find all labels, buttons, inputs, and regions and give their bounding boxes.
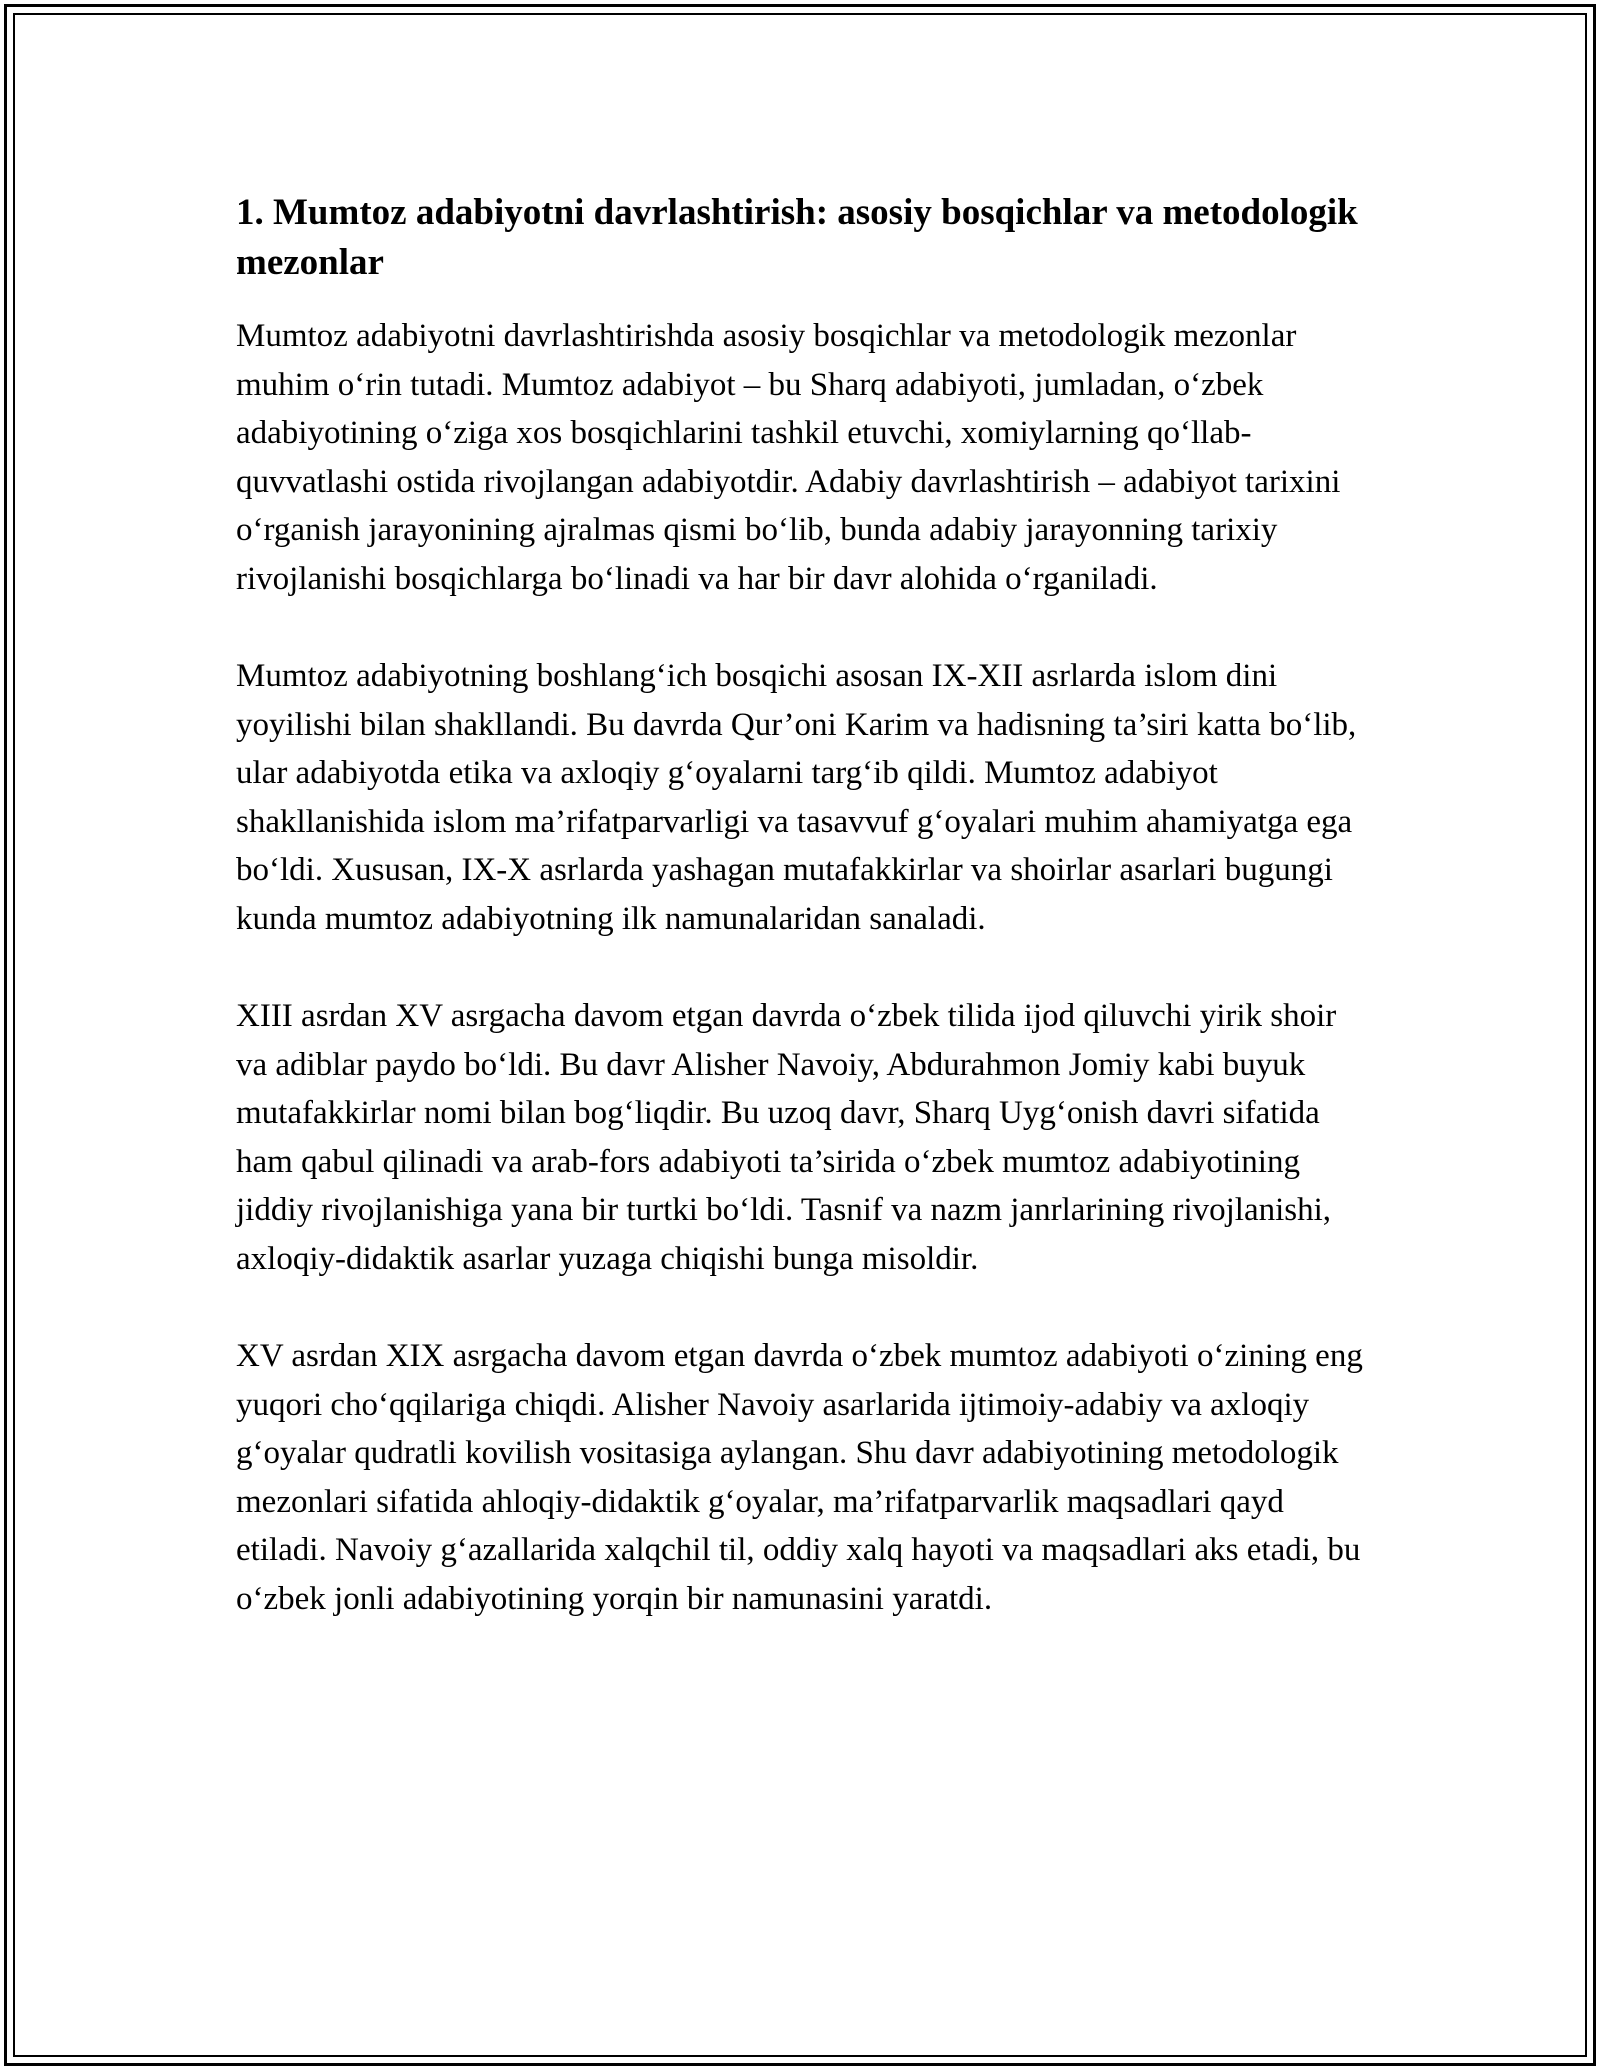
paragraph-xv-xix-period: XV asrdan XIX asrgacha davom etgan davrda o‘zbek mumtoz adabiyoti o‘zining eng yuqori cho‘qqilariga chiqdi. Alisher Navoiy asarlarida ijtimoiy-adabiy va axloqiy g‘oyalar qudratli kovilish vositasiga aylangan. Shu davr adabiyotining metodologik mezonlari sifatida ahloqiy-didaktik g‘oyalar, ma’rifatparvarlik maqsadlari qayd etiladi. Navoiy g‘azallarida xalqchil til, oddiy xalq hayoti va maqsadlari aks etadi, bu o‘zbek jonli adabiyotining yorqin bir namunasini yaratdi. [236, 1338, 1363, 1617]
section-title: 1. Mumtoz adabiyotni davrlashtirish: asosiy bosqichlar va metodologik mezonlar [236, 192, 1358, 283]
paragraph-initial-stage: Mumtoz adabiyotning boshlang‘ich bosqichi asosan IX-XII asrlarda islom dini yoyilishi bilan shakllandi. Bu davrda Qur’oni Karim va hadisning ta’siri katta bo‘lib, ular adabiyotda etika va axloqiy g‘oyalarni targ‘ib qildi. Mumtoz adabiyot shakllanishida islom ma’rifatparvarligi va tasavvuf g‘oyalari muhim ahamiyatga ega bo‘ldi. Xususan, IX-X asrlarda yashagan mutafakkirlar va shoirlar asarlari bugungi kunda mumtoz adabiyotning ilk namunalaridan sanaladi. [236, 658, 1357, 937]
paragraph-xiii-xv-period: XIII asrdan XV asrgacha davom etgan davrda o‘zbek tilida ijod qiluvchi yirik shoir va adiblar paydo bo‘ldi. Bu davr Alisher Navoiy, Abdurahmon Jomiy kabi buyuk mutafakkirlar nomi bilan bog‘liqdir. Bu uzoq davr, Sharq Uyg‘onish davri sifatida ham qabul qilinadi va arab-fors adabiyoti ta’sirida o‘zbek mumtoz adabiyotining jiddiy rivojlanishiga yana bir turtki bo‘ldi. Tasnif va nazm janrlarining rivojlanishi, axloqiy-didaktik asarlar yuzaga chiqishi bunga misoldir. [236, 998, 1337, 1277]
paragraph-periodization-intro: Mumtoz adabiyotni davrlashtirishda asosiy bosqichlar va metodologik mezonlar muhim o‘rin tutadi. Mumtoz adabiyot – bu Sharq adabiyoti, jumladan, o‘zbek adabiyotining o‘ziga xos bosqichlarini tashkil etuvchi, xomiylarning qo‘llab-quvvatlashi ostida rivojlangan adabiyotdir. Adabiy davrlashtirish – adabiyot tarixini o‘rganish jarayonining ajralmas qismi bo‘lib, bunda adabiy jarayonning tarixiy rivojlanishi bosqichlarga bo‘linadi va har bir davr alohida o‘rganiladi. [236, 318, 1341, 597]
document-body [236, 188, 1366, 1672]
